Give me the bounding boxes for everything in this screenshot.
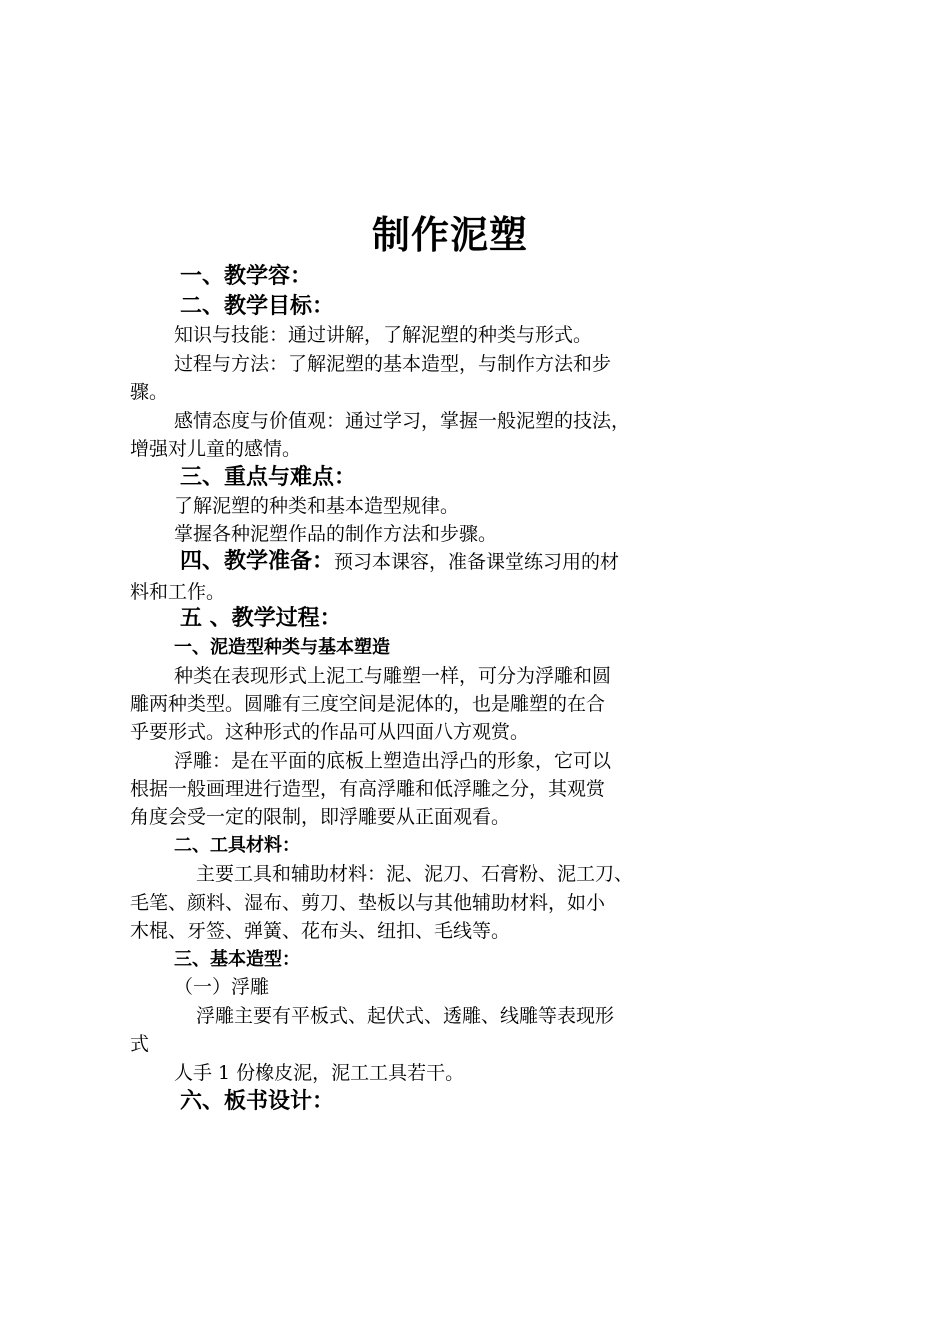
paragraph-line: 浮雕：是在平面的底板上塑造出浮凸的形象，它可以	[174, 750, 612, 772]
section-heading-process: 五 、教学过程：	[180, 606, 342, 631]
paragraph-line: 毛笔、颜料、湿布、剪刀、垫板以与其他辅助材料，如小	[130, 892, 606, 914]
section-heading-preparation: 四、教学准备：	[180, 549, 335, 574]
subsection-heading-tools: 二、工具材料：	[174, 835, 300, 856]
paragraph-line: 知识与技能：通过讲解，了解泥塑的种类与形式。	[174, 324, 593, 346]
list-item: （一）浮雕	[174, 976, 270, 998]
paragraph-line: 过程与方法：了解泥塑的基本造型，与制作方法和步	[174, 353, 612, 375]
paragraph-line: 人手 1 份橡皮泥，泥工工具若干。	[174, 1062, 465, 1084]
paragraph-line: 了解泥塑的种类和基本造型规律。	[174, 495, 460, 517]
paragraph-line: 感情态度与价值观：通过学习，掌握一般泥塑的技法，	[174, 410, 631, 432]
section-heading-key-points: 三、重点与难点：	[180, 465, 357, 490]
document-title: 制作泥塑	[371, 213, 528, 257]
paragraph-line: 料和工作。	[130, 581, 226, 603]
subsection-heading-types: 一、泥造型种类与基本塑造	[174, 637, 390, 658]
section-heading-content: 一、教学容：	[180, 264, 313, 289]
paragraph-line: 式	[130, 1033, 150, 1055]
preparation-text: 预习本课容，准备课堂练习用的材	[334, 551, 620, 573]
paragraph-line: 角度会受一定的限制，即浮雕要从正面观看。	[130, 806, 511, 828]
paragraph-line: 种类在表现形式上泥工与雕塑一样，可分为浮雕和圆	[174, 665, 612, 687]
paragraph-line	[180, 548, 619, 576]
paragraph-line: 骤。	[130, 381, 169, 403]
paragraph-line: 木棍、牙签、弹簧、花布头、纽扣、毛线等。	[130, 920, 511, 942]
paragraph-line: 主要工具和辅助材料：泥、泥刀、石膏粉、泥工刀、	[196, 863, 634, 885]
subsection-heading-basic-shapes: 三、基本造型：	[174, 949, 300, 970]
section-heading-board-design: 六、板书设计：	[180, 1089, 335, 1114]
paragraph-line: 乎要形式。这种形式的作品可从四面八方观赏。	[130, 721, 530, 743]
paragraph-line: 根据一般画理进行造型，有高浮雕和低浮雕之分，其观赏	[130, 778, 606, 800]
paragraph-line: 增强对儿童的感情。	[130, 438, 302, 460]
paragraph-line: 雕两种类型。圆雕有三度空间是泥体的，也是雕塑的在合	[130, 693, 606, 715]
paragraph-line: 浮雕主要有平板式、起伏式、透雕、线雕等表现形	[196, 1005, 615, 1027]
paragraph-line: 掌握各种泥塑作品的制作方法和步骤。	[174, 523, 498, 545]
section-heading-objectives: 二、教学目标：	[180, 294, 335, 319]
